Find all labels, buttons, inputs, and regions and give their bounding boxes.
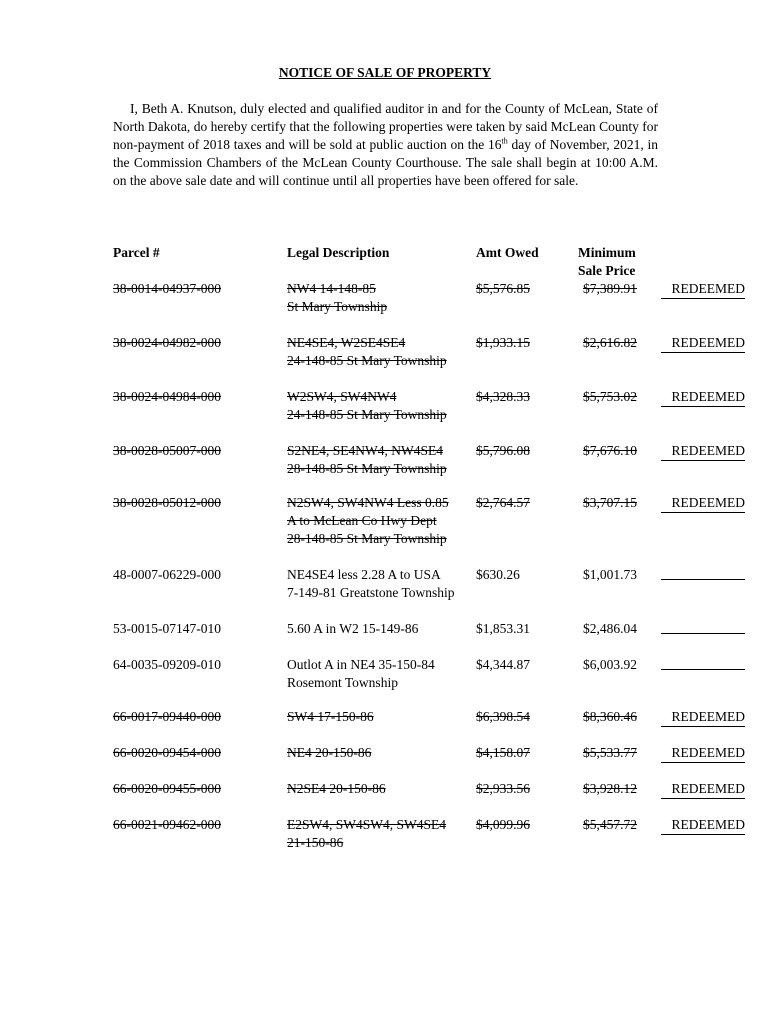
legal-description [287,442,447,478]
minimum-sale-price: $7,389.91 [583,281,637,296]
status-cell [656,708,745,727]
minimum-sale-price: $3,928.12 [583,781,637,796]
legal-description-line: 28-148-85 St Mary Township [287,531,447,546]
legal-description-line: W2SW4, SW4NW4 [287,389,397,404]
legal-description-line: NE4SE4, W2SE4SE4 [287,335,406,350]
legal-description-line: Rosemont Township [287,675,398,690]
legal-description-line: N2SW4, SW4NW4 Less 0.85 [287,495,449,510]
amount-owed: $5,576.85 [476,281,530,296]
minimum-sale-price: $6,003.92 [583,657,637,672]
minimum-sale-price: $7,676.10 [583,443,637,458]
legal-description [287,334,447,370]
minimum-sale-price: $5,457.72 [583,817,637,832]
minimum-sale-price: $2,616.82 [583,335,637,350]
intro-paragraph [113,100,658,190]
parcel-number: 66-0020-09454-000 [113,745,221,760]
status-cell [656,388,745,407]
parcel-number: 48-0007-06229-000 [113,567,221,582]
legal-description [287,280,387,316]
minimum-sale-price: $5,533.77 [583,745,637,760]
legal-description [287,656,435,692]
parcel-number: 38-0024-04984-000 [113,389,221,404]
minimum-sale-price: $1,001.73 [583,567,637,582]
amount-owed: $630.26 [476,567,520,582]
status-cell [656,494,745,513]
status-cell [656,620,745,639]
legal-description-line: SW4 17-150-86 [287,709,374,724]
parcel-number: 66-0020-09455-000 [113,781,221,796]
redeemed-status: REDEEMED [661,708,745,727]
notice-title: NOTICE OF SALE OF PROPERTY [278,65,492,80]
intro-text-start: I, Beth A. Knutson, duly elected and qualified auditor in and for the County of McLean, State of North Dakota, do hereby certify that the following properties were taken by said McLean County for non-payment of 2018 taxes and will be sold at public auction on the 16 [113,101,658,152]
amount-owed: $4,344.87 [476,657,530,672]
legal-description [287,494,449,548]
status-cell [656,280,745,299]
parcel-number: 38-0028-05007-000 [113,443,221,458]
amount-owed: $6,398.54 [476,709,530,724]
blank-status-line [661,656,745,670]
legal-description-line: NW4 14-148-85 [287,281,376,296]
parcel-number: 64-0035-09209-010 [113,657,221,672]
legal-description [287,566,455,602]
redeemed-status: REDEEMED [661,388,745,407]
legal-description-line: NE4SE4 less 2.28 A to USA [287,567,441,582]
legal-description-line: S2NE4, SE4NW4, NW4SE4 [287,443,443,458]
amount-owed: $1,853.31 [476,621,530,636]
blank-status-line [661,566,745,580]
legal-description-line: E2SW4, SW4SW4, SW4SE4 [287,817,447,832]
legal-description-line: N2SE4 20-150-86 [287,781,386,796]
status-cell [656,442,745,461]
redeemed-status: REDEEMED [661,816,745,835]
status-cell [656,656,745,675]
legal-description [287,708,374,726]
header-amt-owed: Amt Owed [476,245,539,260]
status-cell [656,744,745,763]
legal-description-line: 24-148-85 St Mary Township [287,353,447,368]
legal-description [287,780,386,798]
status-cell [656,566,745,585]
amount-owed: $5,796.08 [476,443,530,458]
minimum-sale-price: $8,360.46 [583,709,637,724]
legal-description [287,620,418,638]
status-cell [656,780,745,799]
header-minimum-sale-price [578,244,636,280]
legal-description-line: 7-149-81 Greatstone Township [287,585,455,600]
blank-status-line [661,620,745,634]
header-legal-description: Legal Description [287,245,390,260]
redeemed-status: REDEEMED [661,744,745,763]
parcel-number: 38-0014-04937-000 [113,281,221,296]
parcel-number: 53-0015-07147-010 [113,621,221,636]
legal-description-line: Outlot A in NE4 35-150-84 [287,657,435,672]
legal-description-line: St Mary Township [287,299,388,314]
legal-description-line: 21-150-86 [287,835,344,850]
header-minimum-line2: Sale Price [578,263,636,278]
status-cell [656,334,745,353]
amount-owed: $2,764.57 [476,495,530,510]
parcel-number: 38-0028-05012-000 [113,495,221,510]
redeemed-status: REDEEMED [661,280,745,299]
legal-description-line: 28-148-85 St Mary Township [287,461,447,476]
minimum-sale-price: $5,753.02 [583,389,637,404]
legal-description-line: 5.60 A in W2 15-149-86 [287,621,419,636]
amount-owed: $2,933.56 [476,781,530,796]
amount-owed: $4,099.96 [476,817,530,832]
legal-description-line: A to McLean Co Hwy Dept [287,513,437,528]
amount-owed: $4,328.33 [476,389,530,404]
legal-description [287,388,447,424]
amount-owed: $1,933.15 [476,335,530,350]
redeemed-status: REDEEMED [661,334,745,353]
minimum-sale-price: $3,707.15 [583,495,637,510]
parcel-number: 38-0024-04982-000 [113,335,221,350]
amount-owed: $4,158.07 [476,745,530,760]
legal-description [287,816,446,852]
header-parcel: Parcel # [113,245,160,260]
intro-text-end: day of November, 2021, in the Commission Chambers of the McLean County Courthouse. The sale shall begin at 10:00 A.M. on the above sale date and will continue until all properties have been offered for sale. [113,137,659,188]
legal-description-line: NE4 20-150-86 [287,745,372,760]
legal-description [287,744,371,762]
minimum-sale-price: $2,486.04 [583,621,637,636]
redeemed-status: REDEEMED [661,780,745,799]
parcel-number: 66-0021-09462-000 [113,817,221,832]
legal-description-line: 24-148-85 St Mary Township [287,407,447,422]
redeemed-status: REDEEMED [661,442,745,461]
header-minimum-line1: Minimum [578,245,636,260]
parcel-number: 66-0017-09440-000 [113,709,221,724]
intro-ordinal-suffix: th [501,136,508,146]
redeemed-status: REDEEMED [661,494,745,513]
status-cell [656,816,745,835]
